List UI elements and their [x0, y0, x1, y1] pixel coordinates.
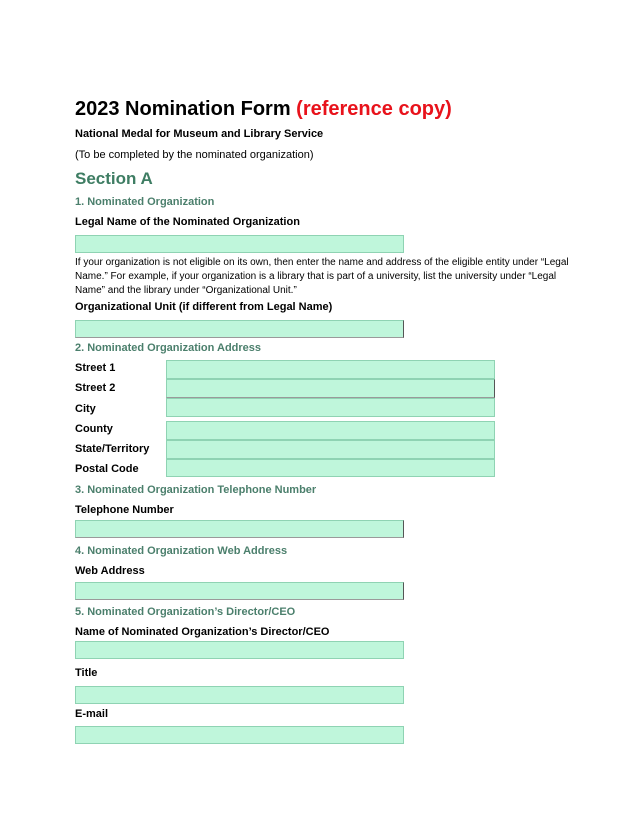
eligibility-note: If your organization is not eligible on its own, then enter the name and address of the eligible entity under “Legal Name.” For example, if your organization is a library that is part of a university, list the university under “Legal Name” and the library under “Organizational Unit.”: [75, 257, 569, 296]
q4-heading: 4. Nominated Organization Web Address: [75, 545, 288, 557]
telephone-field[interactable]: [75, 520, 404, 538]
telephone-label: Telephone Number: [75, 504, 174, 516]
subtitle: National Medal for Museum and Library Service: [75, 128, 324, 140]
director-title-field[interactable]: [75, 686, 404, 704]
city-label: City: [75, 403, 96, 415]
state-field[interactable]: [166, 440, 495, 459]
director-name-field[interactable]: [75, 641, 404, 659]
street1-field[interactable]: [166, 360, 495, 379]
legal-name-field[interactable]: [75, 235, 404, 253]
q3-heading: 3. Nominated Organization Telephone Number: [75, 484, 317, 496]
page-title: [75, 98, 452, 121]
section-a-title: Section A: [75, 169, 153, 188]
street2-label: Street 2: [75, 382, 116, 394]
county-label: County: [75, 423, 113, 435]
city-field[interactable]: [166, 398, 495, 417]
street1-label: Street 1: [75, 362, 116, 374]
q5-heading: 5. Nominated Organization’s Director/CEO: [75, 606, 296, 618]
org-unit-field[interactable]: [75, 320, 404, 338]
completion-note: (To be completed by the nominated organization): [75, 149, 314, 161]
title-main: 2023 Nomination Form: [75, 98, 291, 120]
q2-heading: 2. Nominated Organization Address: [75, 342, 262, 354]
postal-code-label: Postal Code: [75, 463, 139, 475]
title-reference-copy: (reference copy): [296, 98, 452, 120]
web-address-label: Web Address: [75, 565, 145, 577]
q1-heading: 1. Nominated Organization: [75, 196, 215, 208]
director-name-label: Name of Nominated Organization’s Director/CEO: [75, 626, 330, 638]
postal-code-field[interactable]: [166, 459, 495, 477]
street2-field[interactable]: [166, 379, 495, 398]
director-title-label: Title: [75, 667, 98, 679]
state-label: State/Territory: [75, 443, 150, 455]
county-field[interactable]: [166, 421, 495, 440]
director-email-label: E-mail: [75, 708, 109, 720]
web-address-field[interactable]: [75, 582, 404, 600]
director-email-field[interactable]: [75, 726, 404, 744]
org-unit-label: Organizational Unit (if different from Legal Name): [75, 301, 333, 313]
legal-name-label: Legal Name of the Nominated Organization: [75, 216, 300, 228]
